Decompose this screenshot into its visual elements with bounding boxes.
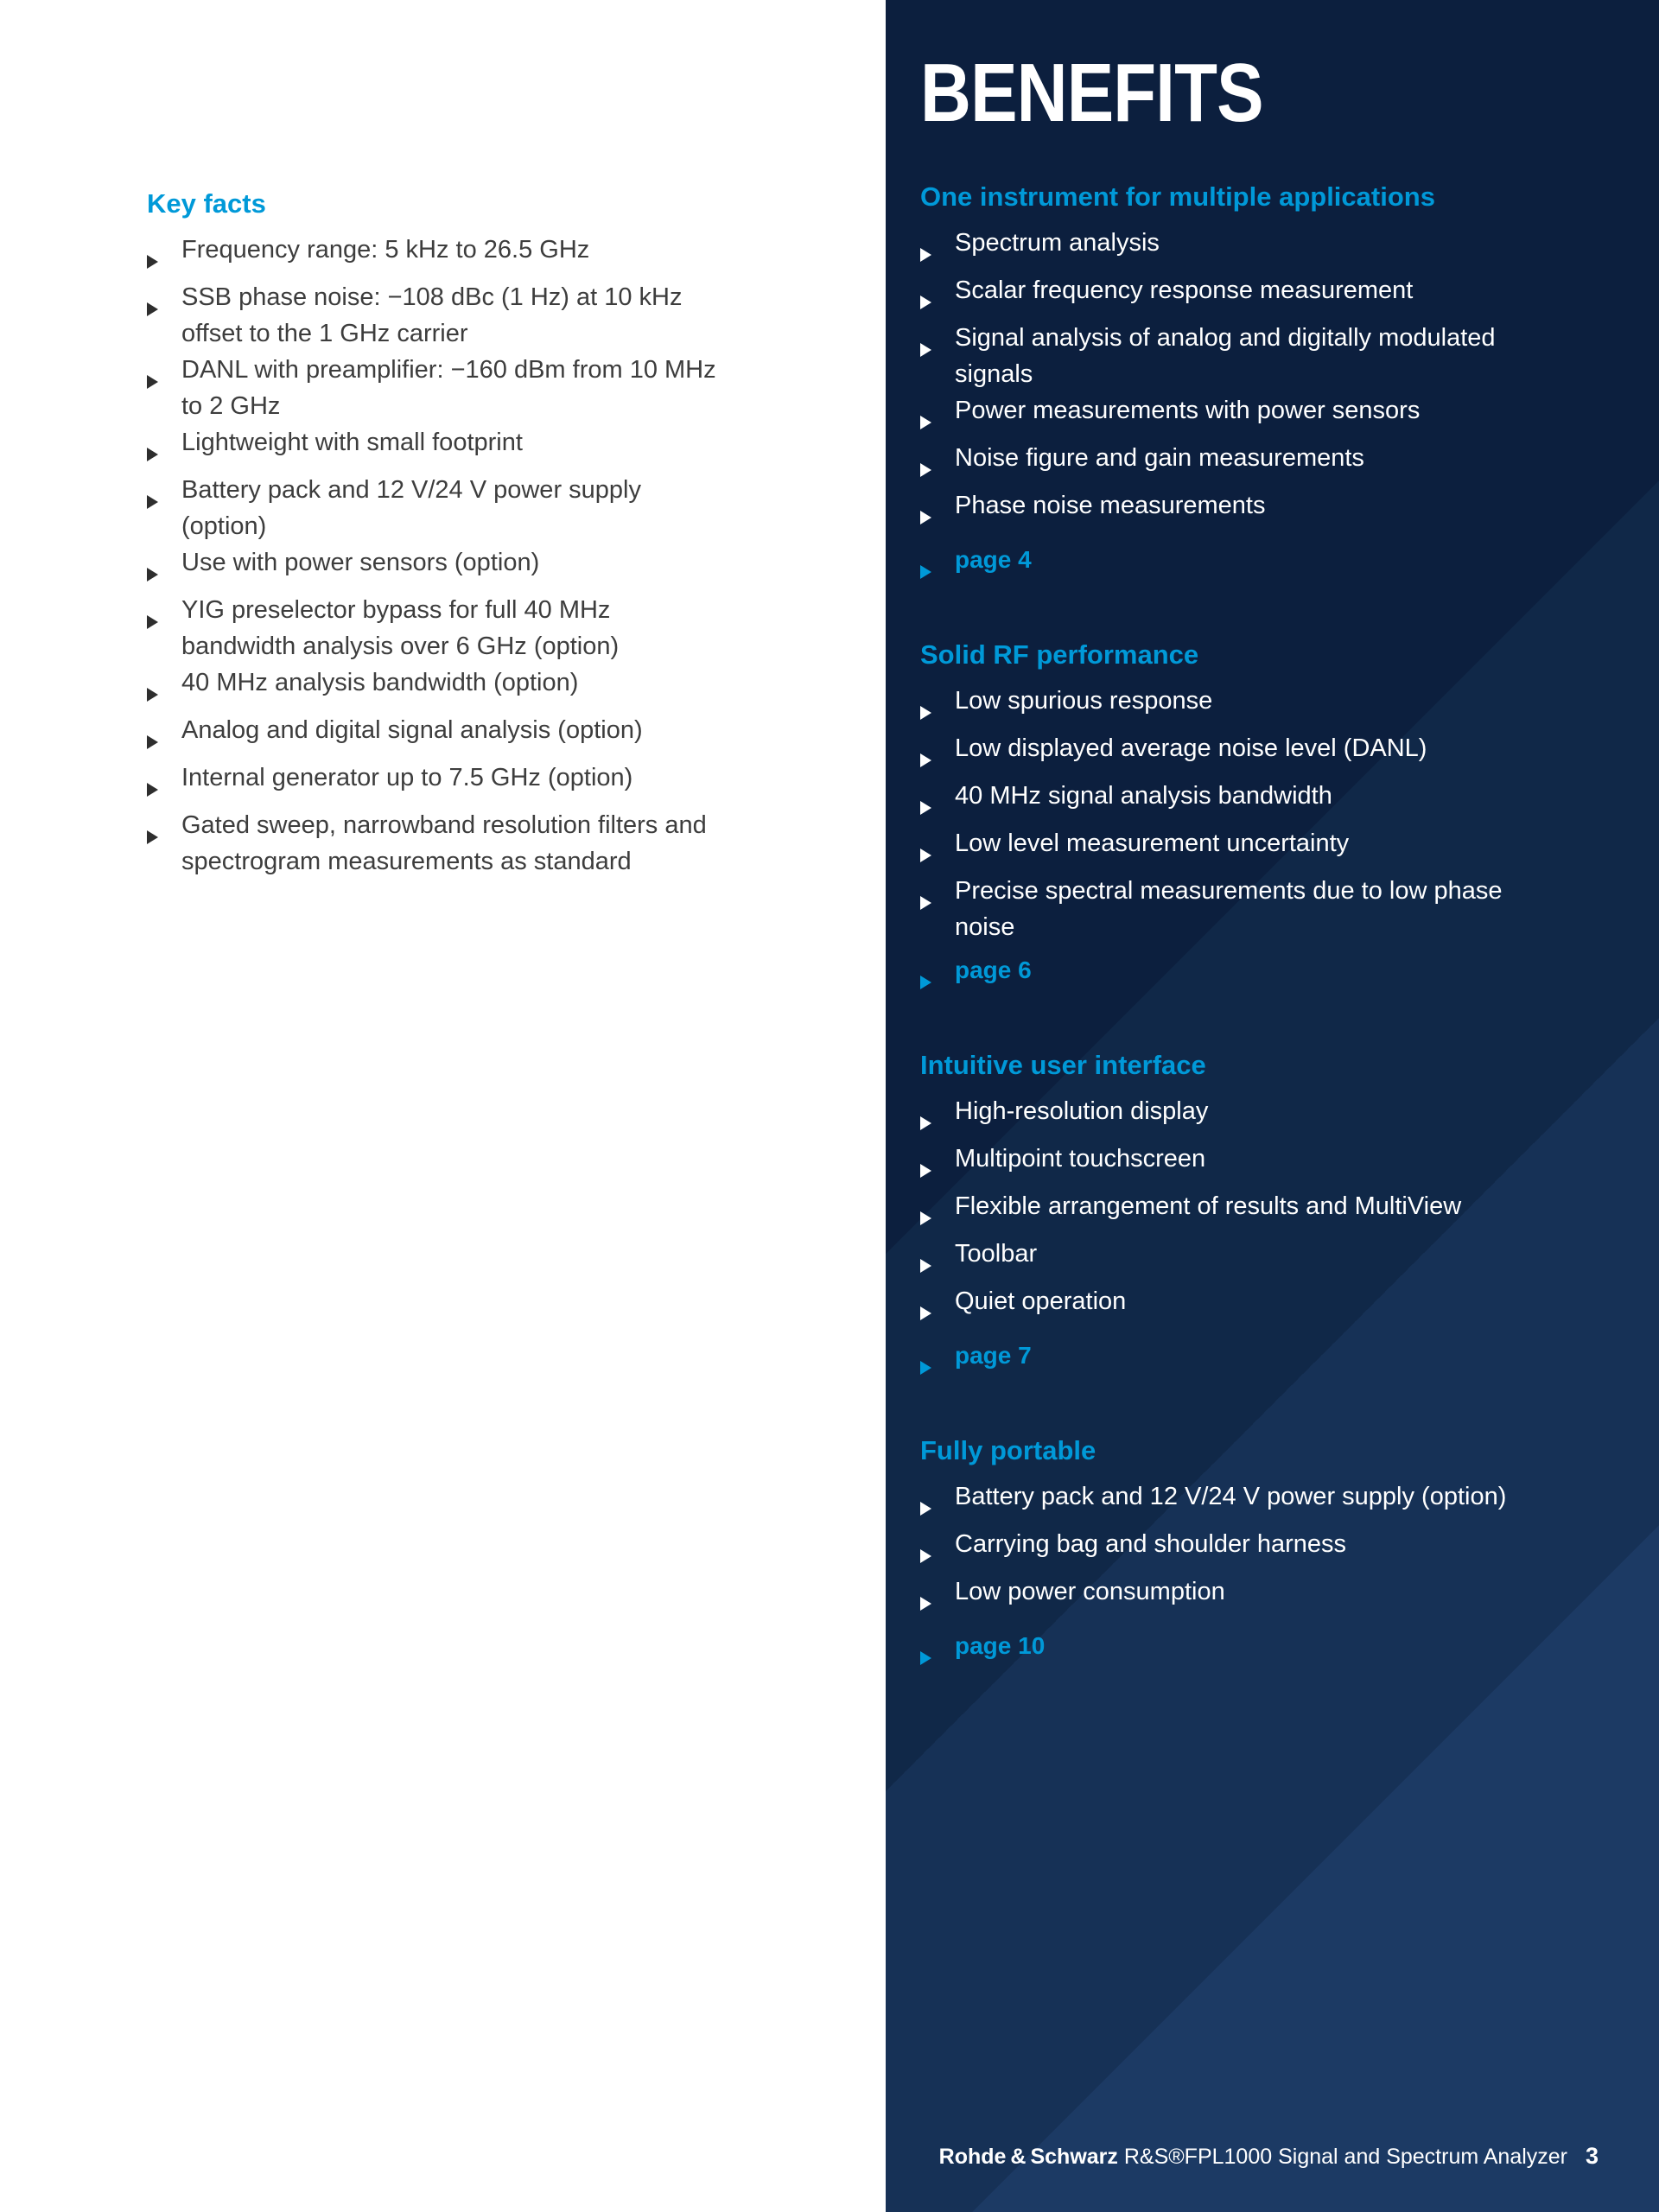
list-item: Precise spectral measurements due to low phase noise <box>920 873 1555 945</box>
benefit-list <box>920 1478 1555 1621</box>
bullet-icon <box>147 472 181 544</box>
list-item: Analog and digital signal analysis (option) <box>147 712 728 760</box>
bullet-icon <box>920 320 955 392</box>
list-item: Battery pack and 12 V/24 V power supply (option) <box>920 1478 1555 1526</box>
page-footer <box>939 2142 1599 2171</box>
bullet-icon <box>147 760 181 807</box>
list-item: Noise figure and gain measurements <box>920 440 1555 487</box>
benefit-section-portable <box>920 1435 1555 1675</box>
list-item: Power measurements with power sensors <box>920 392 1555 440</box>
bullet-icon <box>147 664 181 712</box>
section-heading: Intuitive user interface <box>920 1050 1206 1080</box>
benefit-section-user-interface <box>920 1050 1555 1385</box>
bullet-icon <box>920 1573 955 1621</box>
list-item: 40 MHz signal analysis bandwidth <box>920 778 1555 825</box>
bullet-icon <box>920 1526 955 1573</box>
list-item: Multipoint touchscreen <box>920 1141 1555 1188</box>
page-number: 3 <box>1585 2143 1599 2169</box>
list-item: Gated sweep, narrowband resolution filters and spectrogram measurements as standard <box>147 807 728 880</box>
bullet-icon <box>920 440 955 487</box>
arrow-icon <box>920 542 955 589</box>
bullet-icon <box>920 1093 955 1141</box>
page-link[interactable]: page 10 <box>920 1628 1555 1675</box>
bullet-icon <box>920 1478 955 1526</box>
bullet-icon <box>147 352 181 424</box>
bullet-icon <box>920 873 955 945</box>
page-link[interactable]: page 4 <box>920 542 1555 589</box>
key-facts-column <box>147 188 728 880</box>
arrow-icon <box>920 1628 955 1675</box>
benefits-panel <box>886 0 1659 2212</box>
bullet-icon <box>920 1141 955 1188</box>
list-item: Flexible arrangement of results and MultiView <box>920 1188 1555 1236</box>
list-item: Frequency range: 5 kHz to 26.5 GHz <box>147 232 728 279</box>
bullet-icon <box>147 424 181 472</box>
bullet-icon <box>147 592 181 664</box>
list-item: DANL with preamplifier: −160 dBm from 10 MHz to 2 GHz <box>147 352 728 424</box>
benefits-title: BENEFITS <box>920 47 1263 139</box>
page-link[interactable]: page 7 <box>920 1338 1555 1385</box>
bullet-icon <box>147 712 181 760</box>
list-item: SSB phase noise: −108 dBc (1 Hz) at 10 kHz offset to the 1 GHz carrier <box>147 279 728 352</box>
bullet-icon <box>920 1236 955 1283</box>
bullet-icon <box>920 1283 955 1331</box>
bullet-icon <box>147 807 181 880</box>
arrow-icon <box>920 1338 955 1385</box>
list-item: Phase noise measurements <box>920 487 1555 535</box>
list-item: Lightweight with small footprint <box>147 424 728 472</box>
list-item: Low displayed average noise level (DANL) <box>920 730 1555 778</box>
list-item: Carrying bag and shoulder harness <box>920 1526 1555 1573</box>
bullet-icon <box>920 730 955 778</box>
brand-name: Rohde & Schwarz <box>938 2145 1118 2169</box>
list-item: 40 MHz analysis bandwidth (option) <box>147 664 728 712</box>
bullet-icon <box>920 225 955 272</box>
list-item: Low level measurement uncertainty <box>920 825 1555 873</box>
section-heading: Solid RF performance <box>920 639 1199 670</box>
benefit-list <box>920 1093 1555 1331</box>
benefit-list <box>920 683 1555 945</box>
list-item: Spectrum analysis <box>920 225 1555 272</box>
benefit-list <box>920 225 1555 535</box>
list-item: High-resolution display <box>920 1093 1555 1141</box>
bullet-icon <box>920 1188 955 1236</box>
bullet-icon <box>920 825 955 873</box>
list-item: Quiet operation <box>920 1283 1555 1331</box>
list-item: Battery pack and 12 V/24 V power supply (option) <box>147 472 728 544</box>
list-item: Toolbar <box>920 1236 1555 1283</box>
list-item: Scalar frequency response measurement <box>920 272 1555 320</box>
bullet-icon <box>920 683 955 730</box>
bullet-icon <box>147 544 181 592</box>
key-facts-heading: Key facts <box>147 188 266 219</box>
list-item: Use with power sensors (option) <box>147 544 728 592</box>
list-item: Internal generator up to 7.5 GHz (option) <box>147 760 728 807</box>
benefit-section-applications <box>920 181 1555 589</box>
product-name: R&S®FPL1000 Signal and Spectrum Analyzer <box>1123 2145 1568 2169</box>
list-item: Low power consumption <box>920 1573 1555 1621</box>
bullet-icon <box>147 232 181 279</box>
section-heading: Fully portable <box>920 1435 1096 1465</box>
bullet-icon <box>920 487 955 535</box>
page-link[interactable]: page 6 <box>920 952 1555 1000</box>
benefit-section-rf-performance <box>920 639 1555 1000</box>
key-facts-list <box>147 232 728 880</box>
list-item: Signal analysis of analog and digitally modulated signals <box>920 320 1555 392</box>
list-item: YIG preselector bypass for full 40 MHz bandwidth analysis over 6 GHz (option) <box>147 592 728 664</box>
list-item: Low spurious response <box>920 683 1555 730</box>
bullet-icon <box>920 392 955 440</box>
bullet-icon <box>147 279 181 352</box>
arrow-icon <box>920 952 955 1000</box>
bullet-icon <box>920 272 955 320</box>
section-heading: One instrument for multiple applications <box>920 181 1435 212</box>
bullet-icon <box>920 778 955 825</box>
